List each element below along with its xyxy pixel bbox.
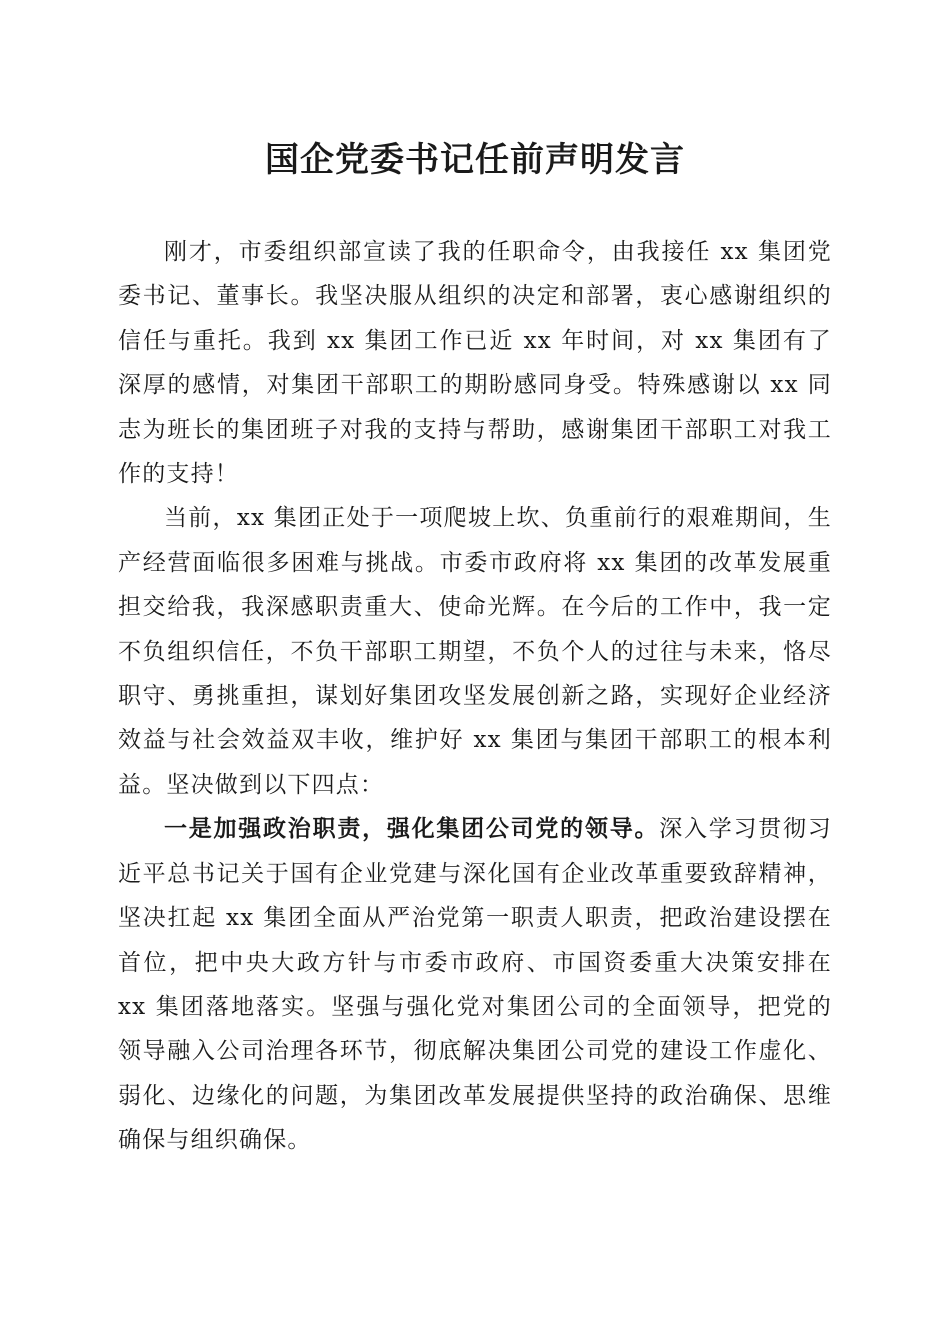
paragraph-text: 刚才，市委组织部宣读了我的任职命令，由我接任 xx 集团党委书记、董事长。我坚决服从组织的决定和部署，衷心感谢组织的信任与重托。我到 xx 集团工作已近 xx 年时间，对 xx 集团有了深厚的感情，对集团干部职工的期盼感同身受。特殊感谢以 xx 同志为班长的集团班子对我的支持与帮助，感谢集团干部职工对我工作的支持！ bbox=[118, 239, 832, 488]
paragraph-text: 深入学习贯彻习近平总书记关于国有企业党建与深化国有企业改革重要致辞精神，坚决扛起 xx 集团全面从严治党第一职责人职责，把政治建设摆在首位，把中央大政方针与市委市政府、市国资委重大决策安排在 xx 集团落地落实。坚强与强化党对集团公司的全面领导，把党的领导融入公司治理各环节，彻底解决集团公司党的建设工作虚化、弱化、边缘化的问题，为集团改革发展提供坚持的政治确保、思维确保与组织确保。 bbox=[118, 816, 833, 1154]
paragraph-lead-bold: 一是加强政治职责，强化集团公司党的领导。 bbox=[164, 815, 660, 843]
paragraph-current-situation bbox=[118, 496, 832, 807]
document-title: 国企党委书记任前声明发言 bbox=[265, 140, 685, 180]
paragraph-point-one bbox=[118, 807, 832, 1162]
document-body bbox=[118, 230, 832, 1163]
paragraph-text: 当前，xx 集团正处于一项爬坡上坎、负重前行的艰难期间，生产经营面临很多困难与挑战。市委市政府将 xx 集团的改革发展重担交给我，我深感职责重大、使命光辉。在今后的工作中，我一定不负组织信任，不负干部职工期望，不负个人的过往与未来，恪尽职守、勇挑重担，谋划好集团攻坚发展创新之路，实现好企业经济效益与社会效益双丰收，维护好 xx 集团与集团干部职工的根本利益。坚决做到以下四点： bbox=[118, 505, 832, 798]
paragraph-appointment-acceptance bbox=[118, 230, 832, 496]
